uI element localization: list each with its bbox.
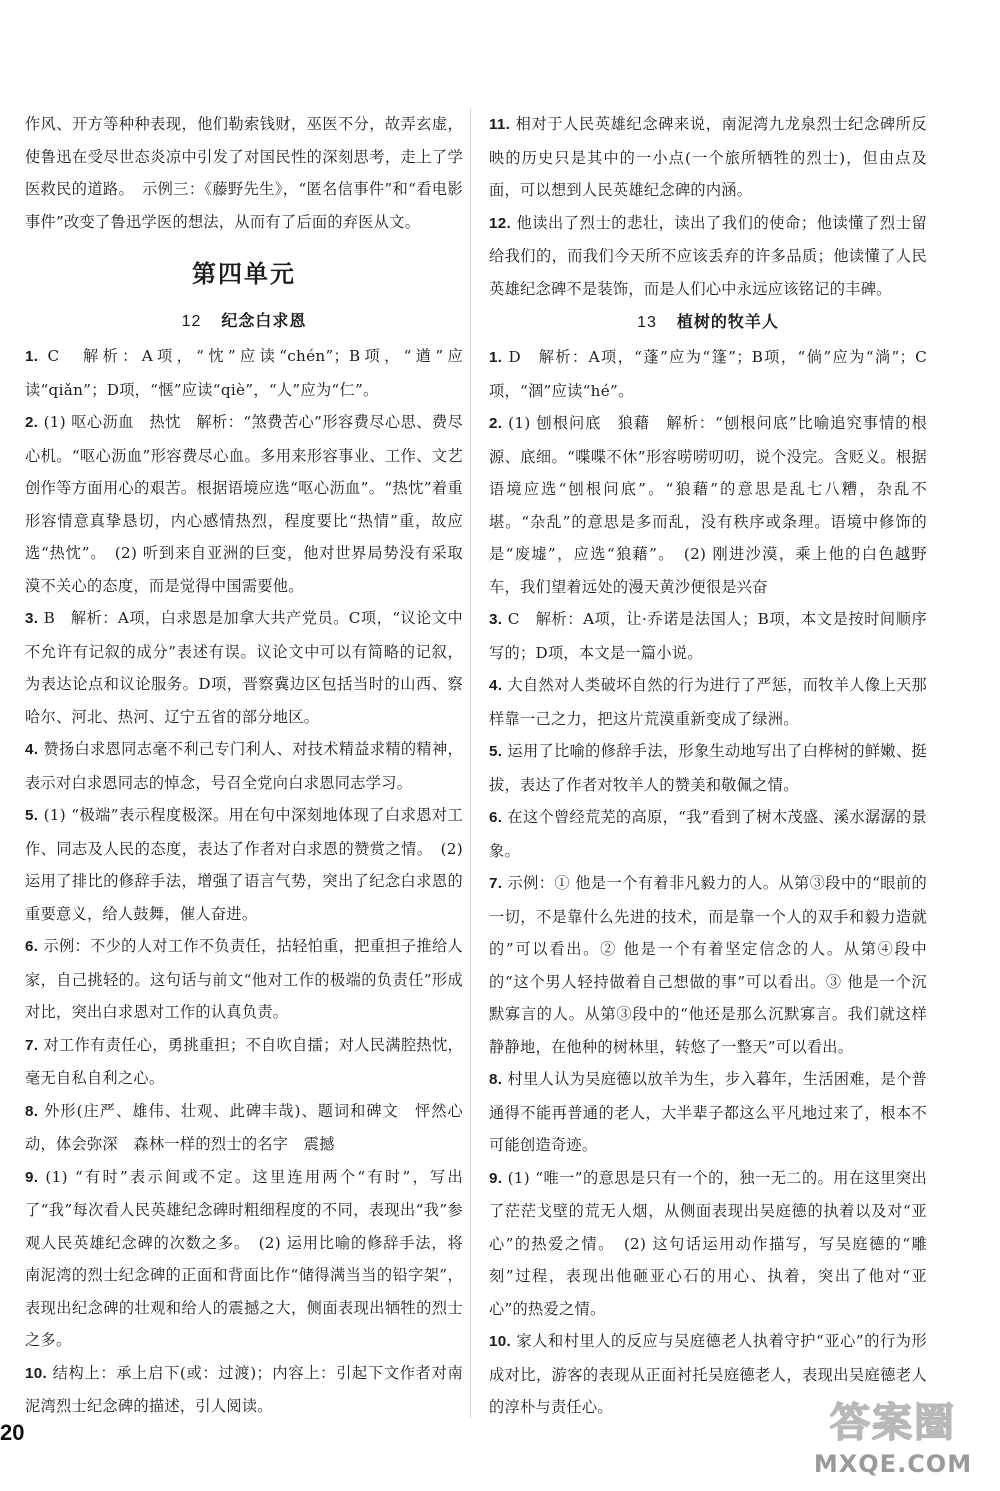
lesson-number: 12 [181,313,202,330]
lesson-title: 纪念白求恩 [221,313,307,330]
answer-item: 5. 运用了比喻的修辞手法，形象生动地写出了白桦树的鲜嫩、挺拔，表达了作者对牧羊人的赞美和敬佩之情。 [489,742,927,794]
answer-item: 6. 在这个曾经荒芜的高原，“我”看到了树木茂盛、溪水潺潺的景象。 [489,808,927,860]
answer-item: 11. 相对于人民英雄纪念碑来说，南泥湾九龙泉烈士纪念碑所反映的历史只是其中的一小点(一个旅所牺牲的烈士)，但由点及面，可以想到人民英雄纪念碑的内涵。 [489,115,927,199]
right-column [489,108,927,1424]
lesson-12-heading [25,304,463,340]
answer-item: 3. B 解析：A项，白求恩是加拿大共产党员。C项，“议论文中不允许有记叙的成分”表述有误。议论文中可以有简略的记叙，为表达论点和议论服务。D项，晋察冀边区包括当时的山西、察哈尔、河北、热河、辽宁五省的部分地区。 [25,609,463,726]
answer-item: 3. C 解析：A项，让·乔诺是法国人；B项，本文是按时间顺序写的；D项，本文是一篇小说。 [489,610,927,662]
answer-item: 6. 示例：不少的人对工作不负责任，拈轻怕重，把重担子推给人家，自己挑轻的。这句话与前文“他对工作的极端的负责任”形成对比，突出白求恩对工作的认真负责。 [25,937,463,1021]
answer-item: 7. 示例：① 他是一个有着非凡毅力的人。从第③段中的“眼前的一切，不是靠什么先进的技术，而是靠一个人的双手和毅力造就的”可以看出。② 他是一个有着坚定信念的人。从第④段中的“这个男人轻持做着自己想做的事”可以看出。③ 他是一个沉默寡言的人。从第③段中的“他还是那么沉默寡言。我们就这样静静地，在他种的树林里，转悠了一整天”可以看出。 [489,874,927,1056]
answer-item: 1. D 解析：A项，“蓬”应为“篷”；B项，“倘”应为“淌”；C项，“涸”应读“hé”。 [489,348,927,400]
answer-item: 1. C 解析：A项，“忱”应读“chén”；B项，“遒”应读“qiǎn”；D项，“惬”应读“qiè”，“人”应为“仁”。 [25,347,463,399]
lesson-13-heading [489,305,927,341]
answer-item: 2. (1) 刨根问底 狼藉 解析：“刨根问底”比喻追究事情的根源、底细。“喋喋不休”形容唠唠叨叨，说个没完。含贬义。根据语境应选“刨根问底”。“狼藉”的意思是乱七八糟，杂乱不堪。“杂乱”的意思是多而乱，没有秩序或条理。语境中修饰的是“废墟”，应选“狼藉”。 (2) 刚进沙漠，乘上他的白色越野车，我们望着远处的漫天黄沙便很是兴奋 [489,414,927,596]
answer-item: 9. (1) “唯一”的意思是只有一个的，独一无二的。用在这里突出了茫茫戈壁的荒无人烟，从侧面表现出吴庭德的执着以及对“亚心”的热爱之情。 (2) 这句话运用动作描写，写吴庭德的“雕刻”过程，表现出他砸亚心石的用心、执着，突出了他对“亚心”的热爱之情。 [489,1168,927,1318]
answer-item: 4. 大自然对人类破坏自然的行为进行了严惩，而牧羊人像上天那样靠一己之力，把这片荒漠重新变成了绿洲。 [489,676,927,728]
lesson-number: 13 [637,314,657,331]
answer-item: 8. 外形(庄严、雄伟、壮观、此碑丰哉)、题词和碑文 怦然心动，体会弥深 森林一样的烈士的名字 震撼 [25,1101,463,1153]
left-column [25,108,463,1423]
page-number: 20 [0,1420,25,1445]
watermark-url: MXQE.COM [813,1450,973,1478]
lesson-title: 植树的牧羊人 [676,314,779,331]
unit-title: 第四单元 [192,261,296,288]
answer-item: 10. 家人和村里人的反应与吴庭德老人执着守护“亚心”的行为形成对比，游客的表现从正面衬托吴庭德老人，表现出吴庭德老人的淳朴与责任心。 [489,1332,927,1416]
carry-over-paragraph: 作风、开方等种种表现，他们勒索钱财，巫医不分，故弄玄虚，使鲁迅在受尽世态炎凉中引发了对国民性的深刻思考，走上了学医救民的道路。 示例三：《藤野先生》，“匿名信事件”和“看电影事件”改变了鲁迅学医的想法，从而有了后面的弃医从文。 [25,115,463,231]
answer-item: 4. 赞扬白求恩同志毫不利己专门利人、对技术精益求精的精神，表示对白求恩同志的悼念，号召全党向白求恩同志学习。 [25,740,463,792]
column-divider [470,108,471,1418]
answer-item: 7. 对工作有责任心，勇挑重担；不自吹自擂；对人民满腔热忱，毫无自私自利之心。 [25,1035,463,1087]
answer-item: 9. (1) “有时”表示间或不定。这里连用两个“有时”，写出了“我”每次看人民英雄纪念碑时粗细程度的不同，表现出“我”参观人民英雄纪念碑的次数之多。 (2) 运用比喻的修辞手法，将南泥湾的烈士纪念碑的正面和背面比作“储得满当当的铅字架”，表现出纪念碑的壮观和给人的震撼之大，侧面表现出牺牲的烈士之多。 [25,1167,463,1349]
answer-item: 5. (1) “极端”表示程度极深。用在句中深刻地体现了白求恩对工作、同志及人民的态度，表达了作者对白求恩的赞赏之情。 (2) 运用了排比的修辞手法，增强了语言气势，突出了纪念白求恩的重要意义，给人鼓舞，催人奋进。 [25,806,463,923]
answer-item: 10. 结构上：承上启下(或：过渡)；内容上：引起下文作者对南泥湾烈士纪念碑的描述，引人阅读。 [25,1363,463,1415]
answer-item: 12. 他读出了烈士的悲壮，读出了我们的使命；他读懂了烈士留给我们的，而我们今天所不应该丢弃的许多品质；他读懂了人民英雄纪念碑不是装饰，而是人们心中永远应该铭记的丰碑。 [489,213,927,298]
answer-item: 8. 村里人认为吴庭德以放羊为生，步入暮年，生活困难，是个普通得不能再普通的老人，大半辈子都这么平凡地过来了，根本不可能创造奇迹。 [489,1070,927,1154]
answer-item: 2. (1) 呕心沥血 热忱 解析：“煞费苦心”形容费尽心思、费尽心机。“呕心沥血”形容费尽心血。多用来形容事业、工作、文艺创作等方面用心的艰苦。根据语境应选“呕心沥血”。“热忱”着重形容情意真挚恳切，内心感情热烈，程度要比“热情”重，故应选“热忱”。 (2) 听到来自亚洲的巨变，他对世界局势没有采取漠不关心的态度，而是觉得中国需要他。 [25,413,463,595]
watermark-logo [798,1398,988,1486]
watermark-title: 答案圈 [830,1400,956,1446]
